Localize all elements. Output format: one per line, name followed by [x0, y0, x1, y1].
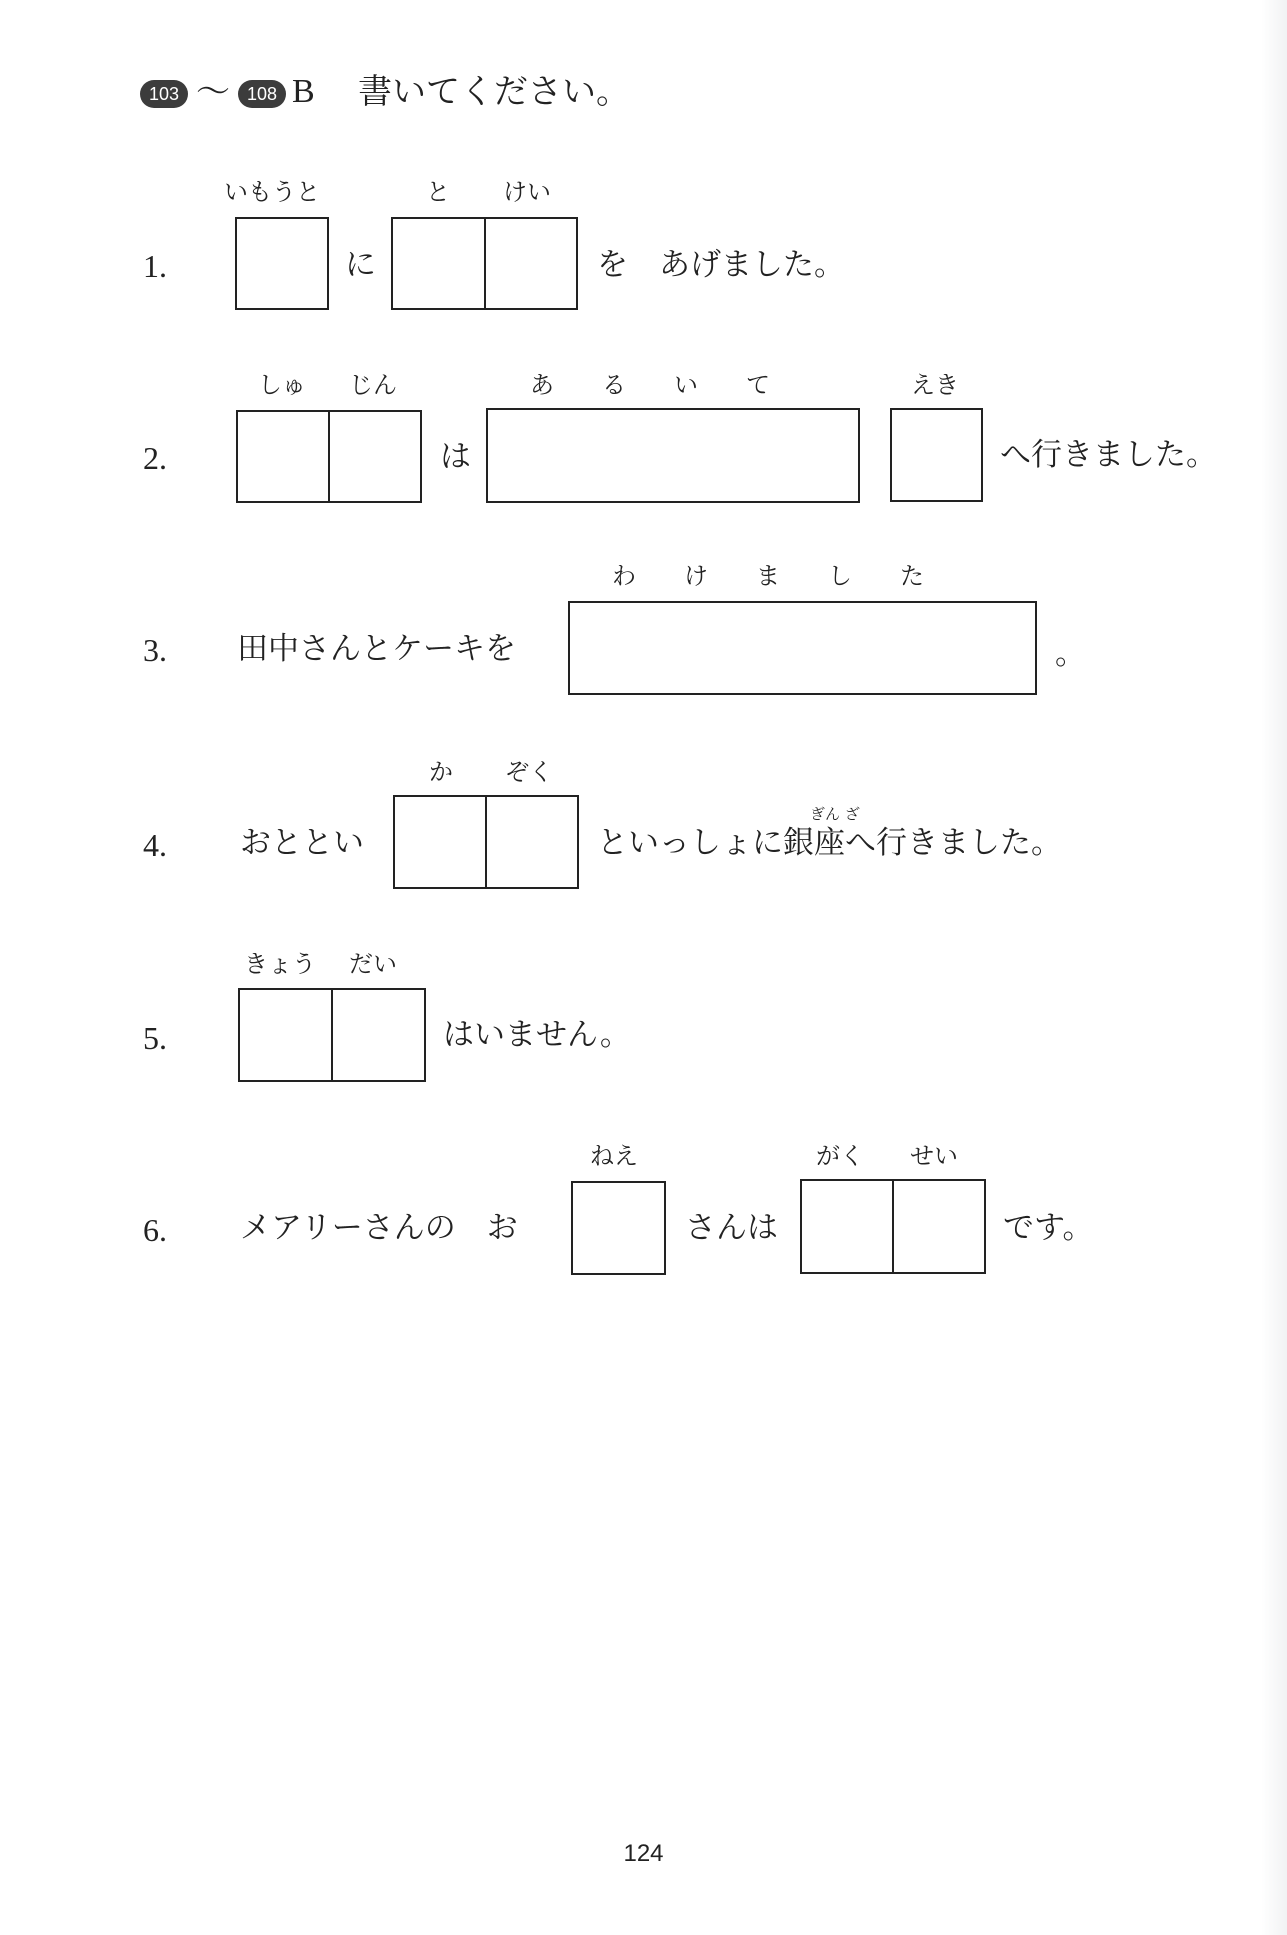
item-number: 4.	[143, 827, 167, 863]
sentence-text: さんは	[685, 1210, 778, 1246]
sentence-text: といっしょに銀座へ行きました。	[597, 825, 1062, 861]
ruby-reading: がく	[816, 1142, 864, 1170]
item-number: 1.	[143, 248, 167, 284]
ruby-reading: あ る い て	[530, 371, 770, 399]
sentence-text: 。	[1055, 636, 1086, 672]
answer-box[interactable]	[393, 795, 579, 889]
page-number: 124	[623, 1840, 664, 1867]
ruby-reading: いもうと	[224, 178, 320, 206]
answer-box-long[interactable]	[486, 408, 860, 503]
answer-box[interactable]	[571, 1181, 666, 1275]
sentence-text: おととい	[240, 825, 364, 861]
ruby-reading: せい	[910, 1142, 958, 1170]
sentence-text: を あげました。	[597, 247, 845, 283]
ruby-reading: と	[426, 178, 450, 206]
page-edge-shadow	[1261, 0, 1287, 1935]
answer-box[interactable]	[238, 988, 426, 1082]
ruby-reading: か	[429, 758, 453, 786]
answer-box[interactable]	[235, 217, 329, 310]
ruby-reading: えき	[911, 371, 959, 399]
section-letter: B	[292, 73, 315, 110]
ruby-reading: じん	[349, 371, 397, 399]
sentence-text: 田中さんとケーキを	[237, 631, 516, 667]
ruby-reading: だい	[349, 950, 397, 978]
ruby-reading: ねえ	[590, 1142, 638, 1170]
ruby-reading: ぞく	[505, 758, 553, 786]
track-badge-start: 103	[140, 80, 188, 108]
track-badge-end: 108	[238, 80, 286, 108]
ruby-reading: しゅ	[258, 371, 306, 399]
item-number: 6.	[143, 1212, 167, 1248]
sentence-text: は	[440, 439, 471, 475]
sentence-text: メアリーさんの お	[240, 1210, 518, 1246]
answer-box-long[interactable]	[568, 601, 1037, 695]
ruby-reading: けい	[503, 178, 551, 206]
ruby-reading-small: ぎん ざ	[810, 805, 860, 823]
sentence-text: です。	[1003, 1210, 1094, 1246]
sentence-text: はいません。	[443, 1017, 631, 1053]
exercise-header	[140, 72, 840, 122]
sentence-text: へ行きました。	[1000, 437, 1217, 473]
item-number: 2.	[143, 440, 167, 476]
item-number: 5.	[143, 1020, 167, 1056]
answer-box[interactable]	[800, 1179, 986, 1274]
answer-box[interactable]	[236, 410, 422, 503]
ruby-reading: わ け ま し た	[612, 562, 924, 590]
answer-box[interactable]	[391, 217, 578, 310]
ruby-reading: きょう	[244, 950, 316, 978]
instruction-text: 書いてください。	[358, 72, 630, 112]
item-number: 3.	[143, 632, 167, 668]
sentence-text: に	[345, 247, 376, 283]
answer-box[interactable]	[890, 408, 983, 502]
range-tilde: 〜	[196, 72, 230, 112]
